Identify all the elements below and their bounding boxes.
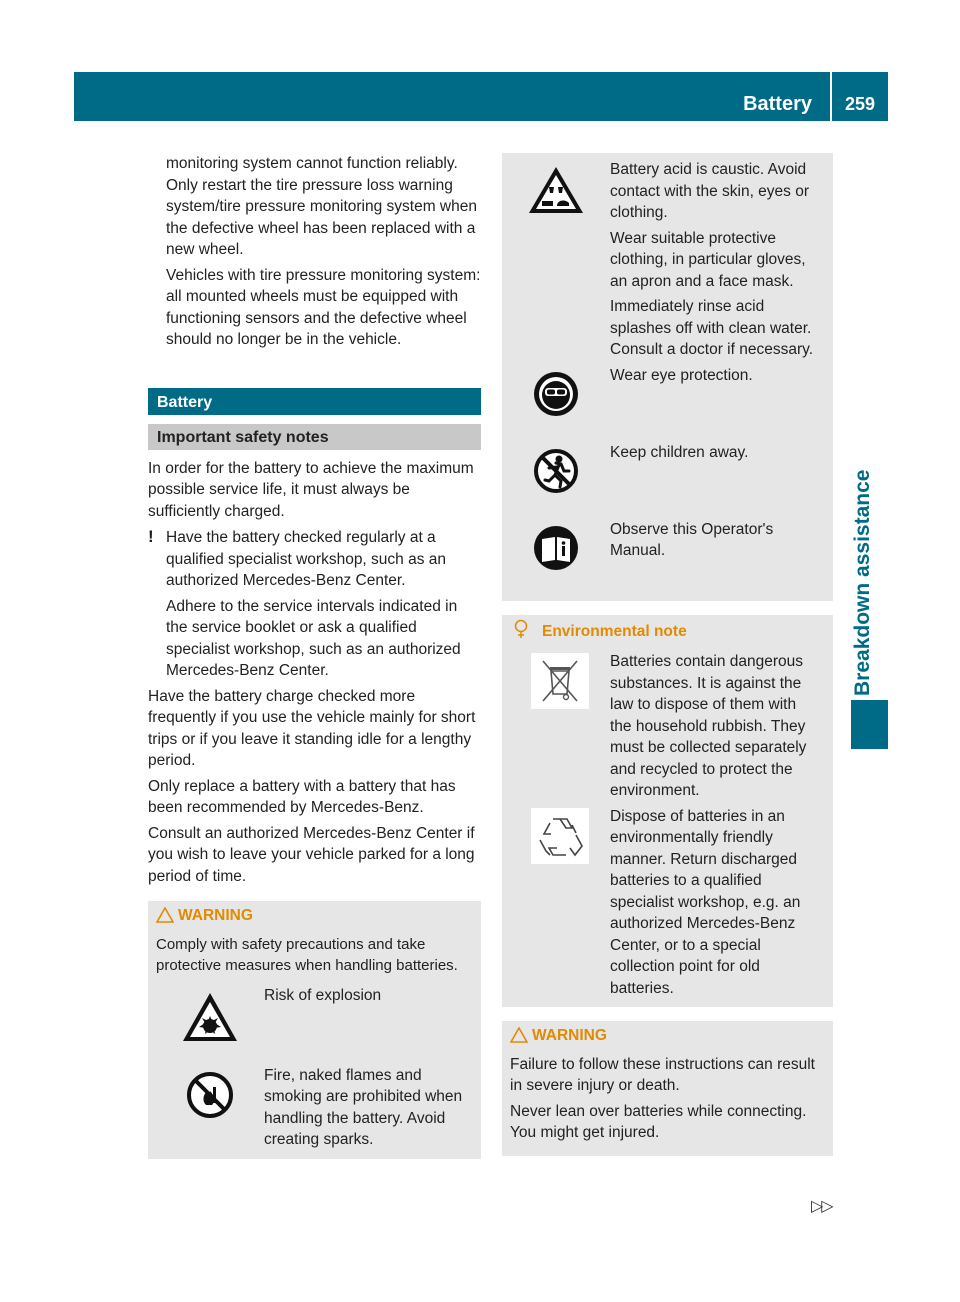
paragraph: Only replace a battery with a battery that has been recommended by Mercedes-Benz. [148, 777, 456, 816]
warning-box [148, 901, 481, 1159]
paragraph: Consult an authorized Mercedes-Benz Center if you wish to leave your vehicle parked for a long period of time. [148, 824, 475, 885]
page-header [74, 72, 888, 121]
acid-text: Battery acid is caustic. Avoid contact with the skin, eyes or clothing. [610, 161, 810, 221]
subsection-title: Important safety notes [148, 424, 481, 450]
notice-block [148, 526, 481, 682]
crossed-bin-icon [510, 651, 610, 802]
env-row-1 [510, 651, 825, 802]
explosion-icon [156, 985, 264, 1065]
operators-manual-icon [502, 519, 610, 591]
intro-block [148, 153, 481, 351]
eye-protection-icon [502, 365, 610, 442]
eye-protection-text: Wear eye protection. [610, 366, 753, 384]
notice-text: Have the battery checked regularly at a qualified specialist workshop, such as an authorized Mercedes-Benz Center. [166, 529, 447, 589]
no-fire-icon [156, 1065, 264, 1151]
manual-row [502, 519, 833, 591]
warning-title: WARNING [178, 907, 253, 924]
header-title: Battery [743, 93, 812, 115]
keep-children-away-icon [502, 442, 610, 519]
left-column [148, 153, 481, 1159]
children-row [502, 442, 833, 519]
env-text: Batteries contain dangerous substances. It is against the law to dispose of them with the household rubbish. They must be collected separately and recycled to protect the environment. [610, 653, 807, 799]
right-column [502, 153, 833, 1156]
warning-heading [510, 1025, 825, 1050]
page-number: 259 [844, 94, 876, 114]
warning-triangle-icon [510, 1027, 532, 1050]
env-row-2 [510, 806, 825, 1000]
warning-text: Failure to follow these instructions can result in severe injury or death. [510, 1055, 815, 1094]
section-title: Battery [148, 388, 481, 415]
lightbulb-icon [510, 619, 542, 646]
env-title: Environmental note [542, 622, 687, 640]
env-text: Dispose of batteries in an environmentally friendly manner. Return discharged batteries to a qualified specialist workshop, e.g. an authorized Mercedes-Benz Center, or to a special collection point for old batteries. [610, 807, 801, 997]
acid-text: Immediately rinse acid splashes off with clean water. Consult a doctor if necessary. [610, 298, 814, 358]
fire-text: Fire, naked flames and smoking are prohibited when handling the battery. Avoid creating sparks. [264, 1066, 463, 1148]
caustic-acid-icon [502, 159, 610, 365]
intro-paragraph: monitoring system cannot function reliably. Only restart the tire pressure loss warning system/tire pressure monitoring system when the defective wheel has been replaced with a new wheel. [166, 155, 477, 258]
paragraph: Have the battery charge checked more frequently if you use the vehicle mainly for short trips or if you leave it standing idle for a lengthy period. [148, 687, 476, 769]
side-tab-label: Breakdown assistance [851, 469, 874, 696]
warning-triangle-icon [156, 907, 178, 930]
side-tab-marker [851, 700, 888, 749]
warning-text: Comply with safety precautions and take protective measures when handling batteries. [156, 935, 458, 974]
acid-row [502, 159, 833, 365]
env-heading [510, 619, 825, 646]
recycling-icon [510, 806, 610, 1000]
continue-arrows-icon: ▷▷ [811, 1198, 832, 1215]
warning-text: Never lean over batteries while connecting. You might get injured. [510, 1102, 807, 1141]
environmental-note-box [502, 615, 833, 1008]
explosion-text: Risk of explosion [264, 986, 382, 1004]
fire-row [156, 1065, 473, 1151]
paragraph: In order for the battery to achieve the maximum possible service life, it must always be sufficiently charged. [148, 459, 474, 520]
manual-text: Observe this Operator's Manual. [610, 520, 774, 559]
eye-row [502, 365, 833, 442]
acid-text: Wear suitable protective clothing, in particular gloves, an apron and a face mask. [610, 229, 806, 290]
warning-title: WARNING [532, 1027, 607, 1044]
warning-box-2 [502, 1021, 833, 1156]
symbol-box [502, 153, 833, 601]
children-text: Keep children away. [610, 443, 749, 461]
warning-heading [156, 905, 473, 930]
intro-paragraph: Vehicles with tire pressure monitoring system: all mounted wheels must be equipped with functioning sensors and the defective wheel should no longer be in the vehicle. [166, 266, 481, 348]
explosion-row [156, 985, 473, 1065]
notice-mark-icon: ! [148, 527, 154, 546]
acid-text-block [610, 159, 833, 365]
notice-text: Adhere to the service intervals indicated in the service booklet or ask a qualified specialist workshop, such as an authorized Mercedes-Benz Center. [166, 597, 461, 679]
